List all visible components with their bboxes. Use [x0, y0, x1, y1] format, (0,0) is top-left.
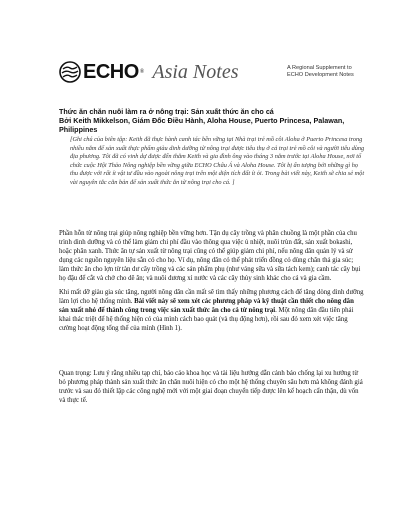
paragraph-1: Phần hỗn từ nông trại giúp nông nghiệp bền vững hơn. Tận dụ cây trồng và phân chuồng là một phần của chu trình dinh dưỡng và có thể làm giảm chi phí đầu vào thông qua việc ủ nhiệt, nuôi trùn đất, sản xuất bokashi, hoặc phân xanh. Thức ăn tự sản xuất từ nông trại cũng có thể giúp giảm chi phí, nếu nông dân quản lý và sử dụng các nguồn nguyên liệu sẵn có cho họ. Ví dụ, nông dân có thể phát triển đồng cỏ dùng chăn thả gia súc; làm thức ăn cho lợn từ tàn dư cây trồng và các sản phẩm phụ (như váng sữa và sữa tách kem); canh tác cây bụi họ đậu để cắt và chở cho dê ăn; và nuôi dương xỉ nước và các cây thủy sinh khác cho cá và gia cầm. — [59, 230, 361, 282]
masthead — [59, 60, 362, 90]
article-title: Thức ăn chăn nuôi làm ra ở nông trại: Sản xuất thức ăn cho cá — [59, 107, 274, 116]
paragraph-2 — [59, 289, 365, 334]
registered-mark: ® — [139, 69, 145, 75]
paragraph-2-rest: . Một nông dân đầu tiên phải khai thác triệt để hệ thống hiện có của mình cách bao quát (và thụ động hơn), rồi sau đó xem xét việc tăng cường hoạt động tổng thể của mình (Hình 1). — [59, 306, 354, 332]
article-heading — [59, 107, 365, 135]
paragraph-2-intro: Khi mất dỡ giàu gia súc tăng, người nông dân cần mất sẽ tìm thấy những phương cách để tăng dòng dinh dưỡng làm lợi cho hệ thống mình. — [59, 289, 364, 305]
brand-name: ECHO — [83, 61, 139, 83]
echo-globe-icon — [59, 61, 81, 83]
paragraph-3: Quan trọng: Lưu ý rằng nhiều tạp chí, báo cáo khoa học và tài liệu hướng dẫn cảnh báo chống lại xu hướng từ bỏ phương pháp thành sản xuất thức ăn chăn nuôi hiện có cho một hệ thống chuyên sâu hơn mà không đánh giá trước và sau đó thiết lập các công nghệ mới với một giai đoạn chuyển tiếp được lên kế hoạch cẩn thận, dù vốn và thực tế. — [59, 370, 363, 404]
supplement-note: A Regional Supplement to ECHO Development Notes — [287, 65, 354, 78]
echo-logo — [59, 61, 238, 83]
editor-note: [Ghi chú của biên tập: Keith đã thực hành canh tác bền vững tại Nhà trại trẻ mồ côi Aloha ở Puerto Princesa trong nhiều năm để sản xuất thực phẩm giàu dinh dưỡng từ nông trại được tiêu thụ ở cả trại trẻ mồ côi và người tiêu dùng địa phương. Tôi đã có vinh dự được đến thăm Keith và gia đình ông vào tháng 3 năm trước tại Aloha House, nơi tổ chức cuộc Hội Thảo Nông nghiệp bền vững giữa ECHO Châu Á và Aloha House. Tôi bị ấn tượng bởi những gì họ thu được với rất ít vật tư đầu vào ngoài nông trại trên một diện tích đất ít ỏi. Trong bài viết này, Keith sẽ chia sẻ một vài nguyên tắc căn bản để sản xuất thức ăn từ nông trại cho cá. ] — [70, 136, 365, 186]
paragraph-2-emphasis: Bài viết này sẽ xem xét các phương pháp và kỹ thuật cần thiết cho nông dân sản xuất nhỏ để thành công trong việc sản xuất thức ăn cho cá từ nông trại — [59, 297, 354, 314]
series-title: Asia Notes — [152, 61, 239, 83]
article-byline: Bởi Keith Mikkelson, Giám Đốc Điều Hành, Aloha House, Puerto Princesa, Palawan, Philippines — [59, 116, 345, 135]
